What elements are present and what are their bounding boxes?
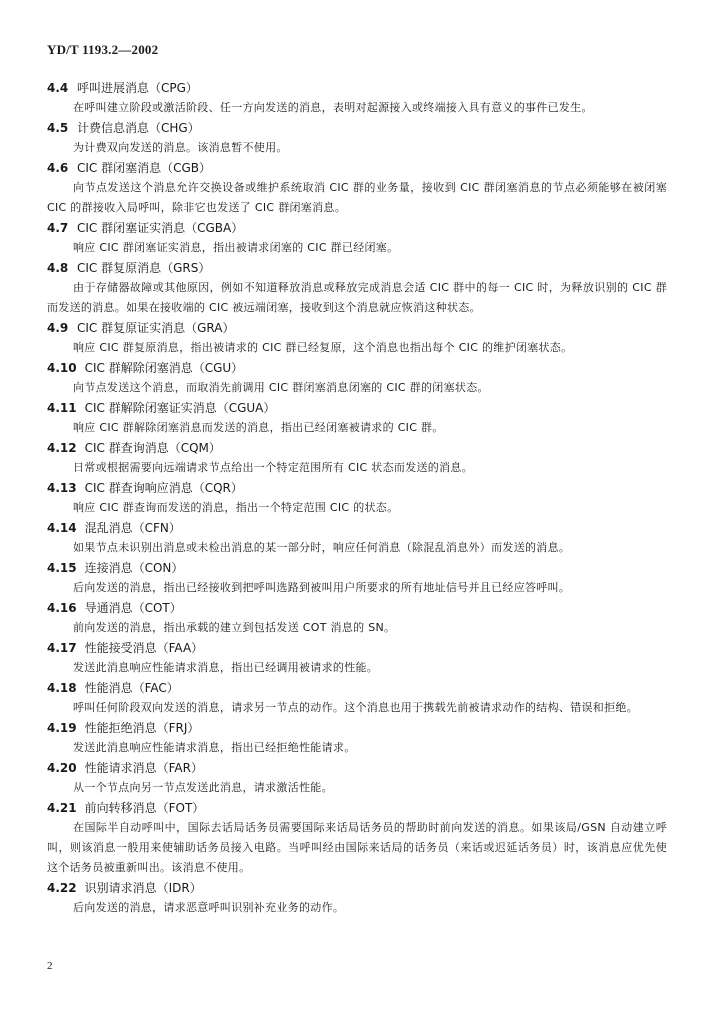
section-title: 连接消息（CON） — [84, 561, 184, 575]
section-heading — [47, 358, 667, 378]
section-4-7 — [47, 218, 667, 258]
section-4-13 — [47, 478, 667, 518]
section-4-16 — [47, 598, 667, 638]
section-title: 前向转移消息（FOT） — [84, 801, 205, 815]
section-4-12 — [47, 438, 667, 478]
section-heading — [47, 518, 667, 538]
section-heading — [47, 558, 667, 578]
section-body: 响应 CIC 群复原消息，指出被请求的 CIC 群已经复原，这个消息也指出每个 CIC 的维护闭塞状态。 — [73, 341, 573, 354]
section-number: 4.10 — [47, 361, 77, 375]
section-number: 4.14 — [47, 521, 77, 535]
section-title: 计费信息消息（CHG） — [77, 121, 200, 135]
section-number: 4.5 — [47, 121, 69, 135]
section-body: 由于存储器故障或其他原因，例如不知道释放消息或释放完成消息会适 CIC 群中的每一 CIC 时，为释放识别的 CIC 群而发送的消息。如果在接收端的 CIC 被远端闭塞，接收到这个消息就应恢消这种状态。 — [47, 281, 667, 314]
document-body — [47, 78, 667, 918]
section-number: 4.16 — [47, 601, 77, 615]
section-heading — [47, 438, 667, 458]
section-number: 4.7 — [47, 221, 69, 235]
section-title: CIC 群查询响应消息（CQR） — [84, 481, 243, 495]
section-number: 4.21 — [47, 801, 77, 815]
section-body: 发送此消息响应性能请求消息，指出已经调用被请求的性能。 — [73, 661, 379, 674]
section-4-4 — [47, 78, 667, 118]
section-heading — [47, 158, 667, 178]
section-title: 混乱消息（CFN） — [84, 521, 181, 535]
section-4-21 — [47, 798, 667, 878]
section-title: CIC 群解除闭塞证实消息（CGUA） — [84, 401, 276, 415]
section-4-14 — [47, 518, 667, 558]
section-heading — [47, 318, 667, 338]
section-body: 响应 CIC 群解除闭塞消息而发送的消息，指出已经闭塞被请求的 CIC 群。 — [73, 421, 444, 434]
section-4-20 — [47, 758, 667, 798]
page-number: 2 — [47, 960, 53, 972]
section-body: 后向发送的消息，请求恶意呼叫识别补充业务的动作。 — [73, 901, 345, 914]
section-number: 4.22 — [47, 881, 77, 895]
section-title: CIC 群复原消息（GRS） — [77, 261, 211, 275]
section-heading — [47, 118, 667, 138]
section-heading — [47, 758, 667, 778]
section-body: 发送此消息响应性能请求消息，指出已经拒绝性能请求。 — [73, 741, 356, 754]
section-4-17 — [47, 638, 667, 678]
section-heading — [47, 638, 667, 658]
section-4-19 — [47, 718, 667, 758]
section-4-11 — [47, 398, 667, 438]
section-4-15 — [47, 558, 667, 598]
section-4-18 — [47, 678, 667, 718]
section-number: 4.15 — [47, 561, 77, 575]
section-body: 向节点发送这个消息允许交换设备或维护系统取消 CIC 群的业务量，接收到 CIC 群闭塞消息的节点必须能够在被闭塞 CIC 的群接收入局呼叫，除非它也发送了 CIC 群闭塞消息。 — [47, 181, 667, 214]
section-4-6 — [47, 158, 667, 218]
section-title: CIC 群闭塞消息（CGB） — [77, 161, 212, 175]
section-title: CIC 群闭塞证实消息（CGBA） — [77, 221, 244, 235]
section-title: 性能接受消息（FAA） — [84, 641, 204, 655]
section-number: 4.6 — [47, 161, 69, 175]
section-heading — [47, 478, 667, 498]
section-title: 性能请求消息（FAR） — [84, 761, 203, 775]
section-body: 前向发送的消息，指出承载的建立到包括发送 COT 消息的 SN。 — [73, 621, 396, 634]
section-4-5 — [47, 118, 667, 158]
section-heading — [47, 78, 667, 98]
section-body: 在国际半自动呼叫中，国际去话局话务员需要国际来话局话务员的帮助时前向发送的消息。如果该局/GSN 自动建立呼叫，则该消息一般用来使辅助话务员接入电路。当呼叫经由国际来话局的话务员（来话或迟延话务员）时，该消息应优先使这个话务员被重新叫出。该消息不使用。 — [47, 821, 667, 874]
section-heading — [47, 798, 667, 818]
section-body: 日常或根据需要向远端请求节点给出一个特定范围所有 CIC 状态而发送的消息。 — [73, 461, 473, 474]
section-4-9 — [47, 318, 667, 358]
section-body: 在呼叫建立阶段或激活阶段、任一方向发送的消息，表明对起源接入或终端接入具有意义的事件已发生。 — [73, 101, 593, 114]
section-heading — [47, 598, 667, 618]
section-number: 4.19 — [47, 721, 77, 735]
section-heading — [47, 398, 667, 418]
section-body: 为计费双向发送的消息。该消息暂不使用。 — [73, 141, 288, 154]
section-number: 4.12 — [47, 441, 77, 455]
section-title: CIC 群复原证实消息（GRA） — [77, 321, 235, 335]
section-title: 性能消息（FAC） — [84, 681, 179, 695]
section-title: 导通消息（COT） — [84, 601, 182, 615]
section-body: 向节点发送这个消息，而取消先前调用 CIC 群闭塞消息闭塞的 CIC 群的闭塞状态。 — [73, 381, 489, 394]
section-body: 如果节点未识别出消息或未检出消息的某一部分时，响应任何消息（除混乱消息外）而发送的消息。 — [73, 541, 571, 554]
section-number: 4.11 — [47, 401, 77, 415]
section-4-8 — [47, 258, 667, 318]
standard-code-header: YD/T 1193.2—2002 — [47, 42, 159, 57]
section-number: 4.9 — [47, 321, 69, 335]
section-body: 呼叫任何阶段双向发送的消息，请求另一节点的动作。这个消息也用于携载先前被请求动作的结构、错误和拒绝。 — [73, 701, 638, 714]
section-title: 呼叫进展消息（CPG） — [77, 81, 198, 95]
section-number: 4.17 — [47, 641, 77, 655]
section-number: 4.18 — [47, 681, 77, 695]
section-title: CIC 群解除闭塞消息（CGU） — [84, 361, 244, 375]
section-heading — [47, 258, 667, 278]
section-heading — [47, 678, 667, 698]
section-title: 识别请求消息（IDR） — [84, 881, 202, 895]
section-body: 后向发送的消息，指出已经接收到把呼叫选路到被叫用户所要求的所有地址信号并且已经应答呼叫。 — [73, 581, 571, 594]
section-title: 性能拒绝消息（FRJ） — [84, 721, 200, 735]
section-heading — [47, 878, 667, 898]
section-4-10 — [47, 358, 667, 398]
section-number: 4.20 — [47, 761, 77, 775]
section-body: 响应 CIC 群查询而发送的消息，指出一个特定范围 CIC 的状态。 — [73, 501, 399, 514]
section-heading — [47, 718, 667, 738]
section-number: 4.4 — [47, 81, 69, 95]
section-4-22 — [47, 878, 667, 918]
section-body: 响应 CIC 群闭塞证实消息，指出被请求闭塞的 CIC 群已经闭塞。 — [73, 241, 399, 254]
section-number: 4.13 — [47, 481, 77, 495]
section-heading — [47, 218, 667, 238]
section-title: CIC 群查询消息（CQM） — [84, 441, 221, 455]
section-number: 4.8 — [47, 261, 69, 275]
section-body: 从一个节点向另一节点发送此消息，请求激活性能。 — [73, 781, 333, 794]
